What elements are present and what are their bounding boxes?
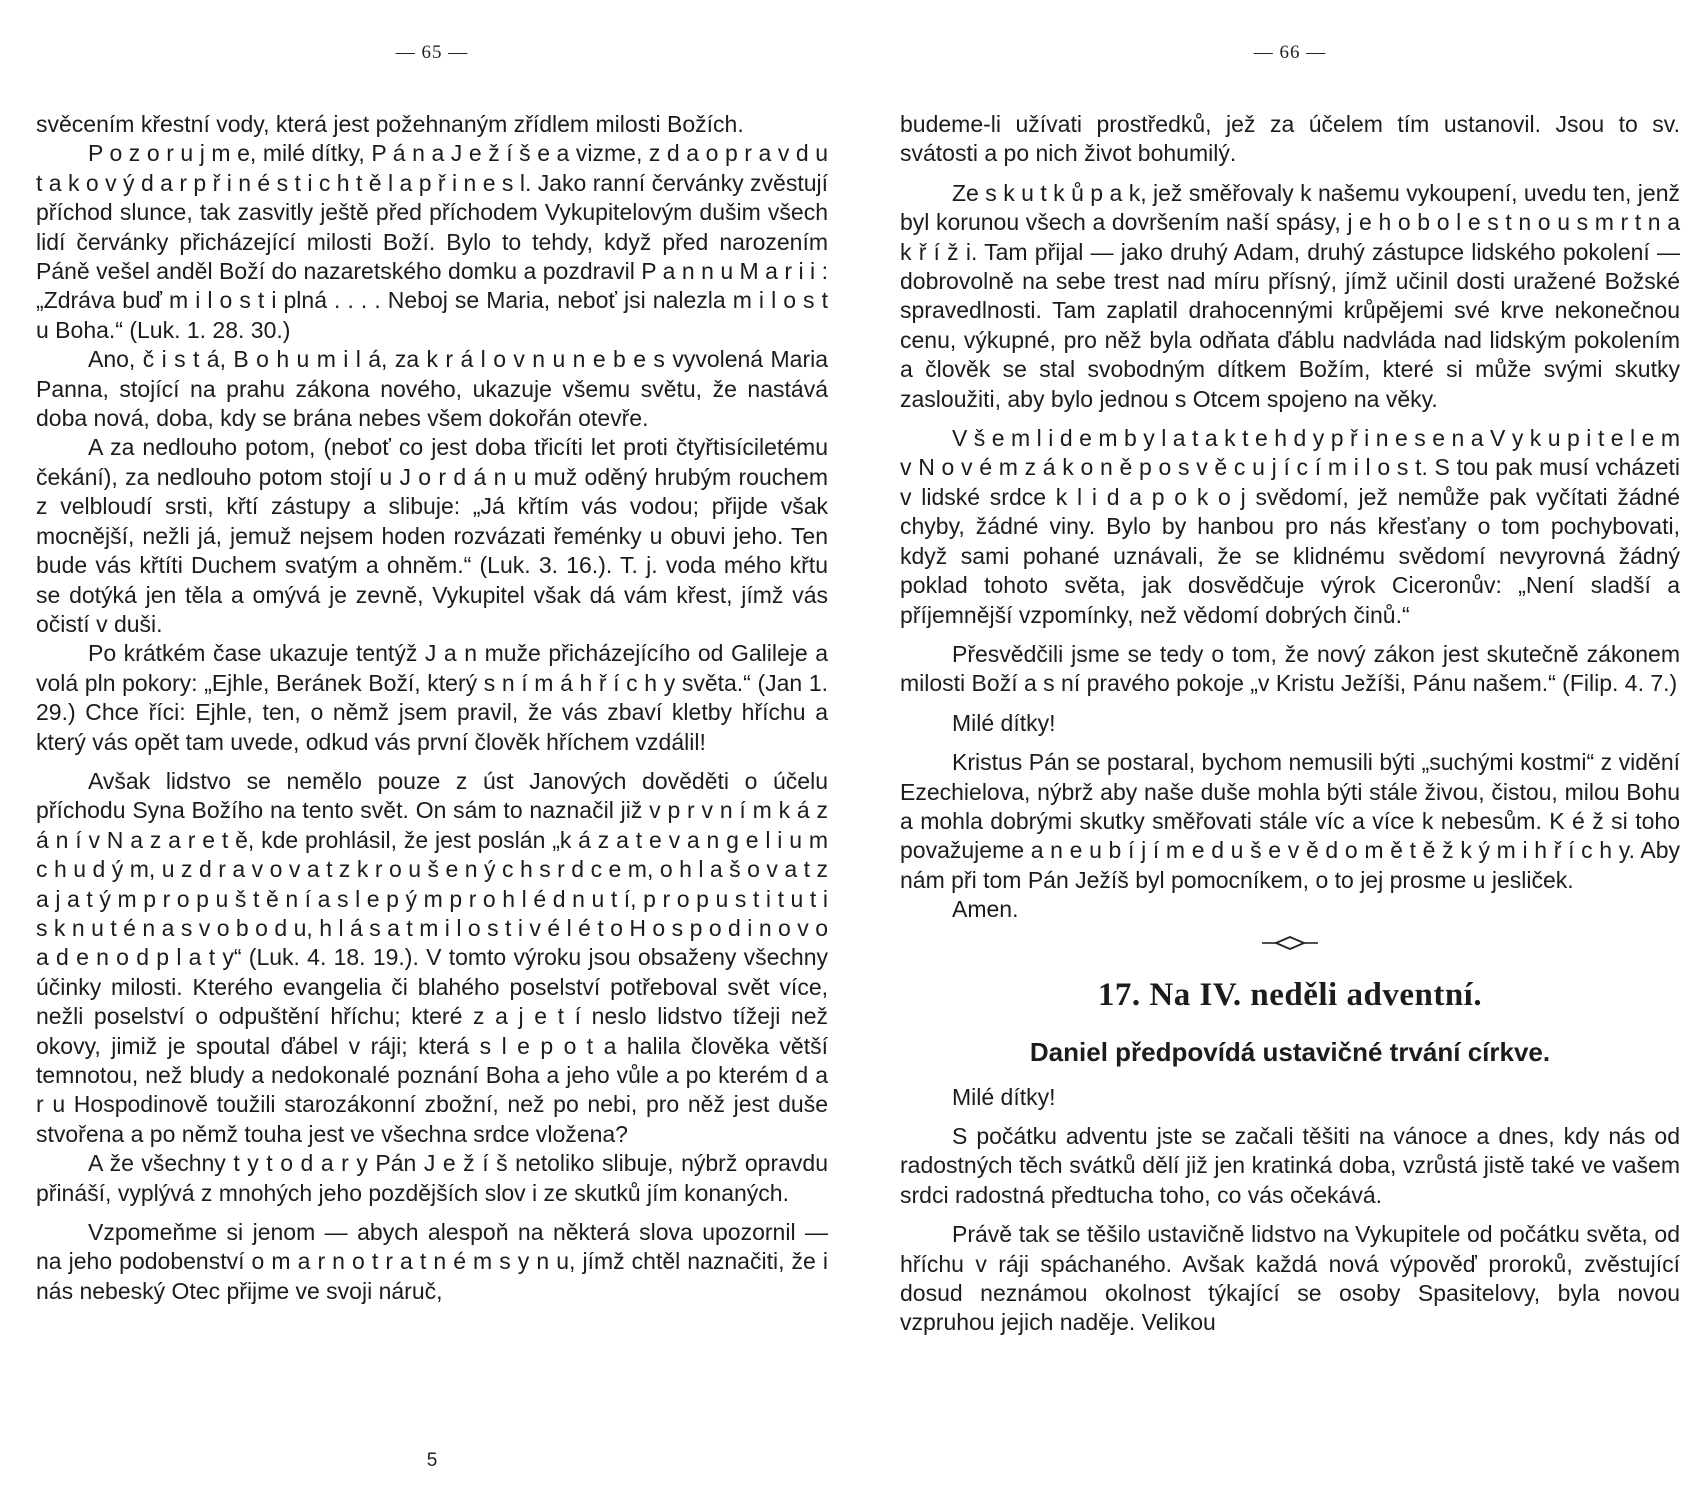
sheet-signature: 5 — [426, 1450, 438, 1471]
salutation: Milé dítky! — [952, 709, 1056, 736]
left-page-body — [36, 110, 828, 1306]
right-page-number: — 66 — — [1253, 42, 1327, 63]
paragraph: P o z o r u j m e, milé dítky, P á n a J e ž í š e a vizme, z d a o p r a v d u t a k o v ý d a r p ř i n é s t i c h t ě l a p ř i n e s l. Jako ranní červánky zvěstují příchod slunce, tak zasvitly ještě před příchodem Vykupitelovým dušim všech lidí červánky přicházející milosti Boží. Bylo to tehdy, když před narozením Páně vešel anděl Boží do nazaretského domku a pozdravil P a n n u M a r i i : „Zdráva buď m i l o s t i plná . . . . Neboj se Maria, neboť jsi nalezla m i l o s t u Boha.“ (Luk. 1. 28. 30.) — [36, 140, 828, 343]
paragraph: Vzpomeňme si jenom — abych alespoň na některá slova upozornil — na jeho podobenství o m a r n o t r a t n é m s y n u, jímž chtěl naznačiti, že i nás nebeský Otec přijme ve svoji náruč, — [36, 1219, 828, 1304]
section-subtitle: Daniel předpovídá ustavičné trvání církve. — [1029, 1036, 1551, 1067]
closing-amen: Amen. — [952, 896, 1019, 923]
salutation: Milé dítky! — [952, 1083, 1056, 1110]
left-page — [36, 0, 828, 1500]
left-page-number: — 65 — — [395, 42, 469, 63]
diamond-ornament-icon — [1260, 933, 1320, 953]
paragraph: Ano, č i s t á, B o h u m i l á, za k r á l o v n u n e b e s vyvolená Maria Panna, stojící na prahu zákona nového, ukazuje všemu světu, že nastává doba nová, doba, kdy se brána nebes všem dokořán otevře. — [36, 346, 828, 432]
paragraph: Právě tak se těšilo ustavičně lidstvo na Vykupitele od počátku světa, od hříchu v ráji spáchaného. Avšak každá nová výpověď proroků, zvěstující dosud neznámou okolnost týkající se osoby Spasitelovy, byla novou vzpruhou jejich naděje. Velikou — [900, 1221, 1680, 1336]
paragraph: A za nedlouho potom, (neboť co jest doba třicíti let proti čtyřtisíciletému čekání), za nedlouho potom stojí u J o r d á n u muž oděný hrubým rouchem z velbloudí srsti, křtí zástupy a slibuje: „Já křtím vás vodou; přijde však mocnější, nežli já, jemuž nejsem hoden rozvázati řeménky u obuvi jeho. Ten bude vás křtíti Duchem svatým a ohněm.“ (Luk. 3. 16.). T. j. voda mého křtu se dotýká jen těla a omývá je zevně, Vykupitel však dá vám křest, jímž vás očistí v duši. — [36, 434, 828, 637]
paragraph: budeme-li užívati prostředků, jež za účelem tím ustanovil. Jsou to sv. svátosti a po nich život bohumilý. — [900, 111, 1680, 167]
paragraph: Avšak lidstvo se nemělo pouze z úst Janových dověděti o účelu příchodu Syna Božího na tento svět. On sám to naznačil již v p r v n í m k á z á n í v N a z a r e t ě, kde prohlásil, že jest poslán „k á z a t e v a n g e l i u m c h u d ý m, u z d r a v o v a t z k r o u š e n ý c h s r d c e m, o h l a š o v a t z a j a t ý m p r o p u š t ě n í a s l e p ý m p r o h l é d n u t í, p r o p u s t i t u t i s k n u t é n a s v o b o d u, h l á s a t m i l o s t i v é l é t o H o s p o d i n o v o a d e n o d p l a t y“ (Luk. 4. 18. 19.). V tomto výroku jsou obsaženy všechny účinky milosti. Kterého evangelia či blahého poselství potřeboval svět více, nežli poselství o odpuštění hříchu; které z a j e t í neslo lidstvo tížeji než okovy, jimiž je spoutal ďábel v ráji; která s l e p o t a halila člověka větší temnotou, než bludy a nedokonalé poznání Boha a jeho vůle a po kterém d a r u Hospodinově toužili starozákonní zbožní, než po nebi, pro něž jest duše stvořena a po němž touha jest ve všechna srdce vložena? — [36, 767, 828, 1147]
paragraph: A že všechny t y t o d a r y Pán J e ž í š netoliko slibuje, nýbrž opravdu přináší, vyplývá z mnohých jeho pozdějších slov i ze skutků jím konaných. — [36, 1150, 828, 1206]
right-page-body — [900, 110, 1680, 1338]
paragraph: Ze s k u t k ů p a k, jež směřovaly k našemu vykoupení, uvedu ten, jenž byl korunou všech a dovršením naší spásy, j e h o b o l e s t n o u s m r t n a k ř í ž i. Tam přijal — jako druhý Adam, druhý zástupce lidského pokolení — dobrovolně na sebe trest nad míru přísný, jímž učinil dosti uražené Božské spravedlnosti. Tam zaplatil drahocennými krůpějemi své krve nekonečnou cenu, výkupné, pro něž byla odňata ďáblu nadvláda nad lidským pokolením a člověk se stal svobodným dítkem Božím, které si může svými skutky zasloužiti, aby bylo jednou s Otcem spojeno na věky. — [900, 179, 1680, 412]
right-page — [900, 0, 1680, 1500]
paragraph: Kristus Pán se postaral, bychom nemusili býti „suchými kostmi“ z vidění Ezechielova, nýbrž aby naše duše mohla býti stále živou, čistou, milou Bohu a mohla dobrými skutky směřovati stále víc a více k nebesům. K é ž si toho považujeme a n e u b í j í m e d u š e v ě d o m ě t ě ž k ý m i h ř í c h y. Aby nám při tom Pán Ježíš byl pomocníkem, o to jej prosme u jesliček. — [900, 749, 1680, 893]
paragraph: S počátku adventu jste se začali těšiti na vánoce a dnes, kdy nás od radostných těch svátků dělí již jen kratinká doba, vzrůstá jistě také ve vašem srdci radostná předtucha toho, co vás očekává. — [900, 1122, 1680, 1208]
section-title: 17. Na IV. neděli adventní. — [1097, 976, 1483, 1013]
paragraph: Po krátkém čase ukazuje tentýž J a n muže přicházejícího od Galileje a volá pln pokory: „Ejhle, Beránek Boží, který s n í m á h ř í c h y světa.“ (Jan 1. 29.) Chce říci: Ejhle, ten, o němž jsem pravil, že vás zbaví kletby hříchu a který vás opět tam uvede, odkud vás první člověk hříchem vzdálil! — [36, 640, 828, 755]
paragraph: V š e m l i d e m b y l a t a k t e h d y p ř i n e s e n a V y k u p i t e l e m v N o v é m z á k o n ě p o s v ě c u j í c í m i l o s t. S tou pak musí vcházeti v lidské srdce k l i d a p o k o j svědomí, jež nemůže pak vyčítati žádné chyby, žádné viny. Bylo by hanbou pro nás křesťany o tom pochybovati, když sami pohané uznávali, že se klidnému svědomí nevyrovná žádný poklad tohoto světa, jak dosvědčuje výrok Ciceronův: „Není sladší a příjemnější vzpomínky, než vědomí dobrých činů.“ — [900, 425, 1680, 628]
paragraph: Přesvědčili jsme se tedy o tom, že nový zákon jest skutečně zákonem milosti Boží a s ní pravého pokoje „v Kristu Ježíši, Pánu našem.“ (Filip. 4. 7.) — [900, 640, 1680, 697]
ornament-divider — [900, 931, 1680, 953]
paragraph: svěcením křestní vody, která jest požehnaným zřídlem milosti Božích. — [36, 111, 744, 137]
